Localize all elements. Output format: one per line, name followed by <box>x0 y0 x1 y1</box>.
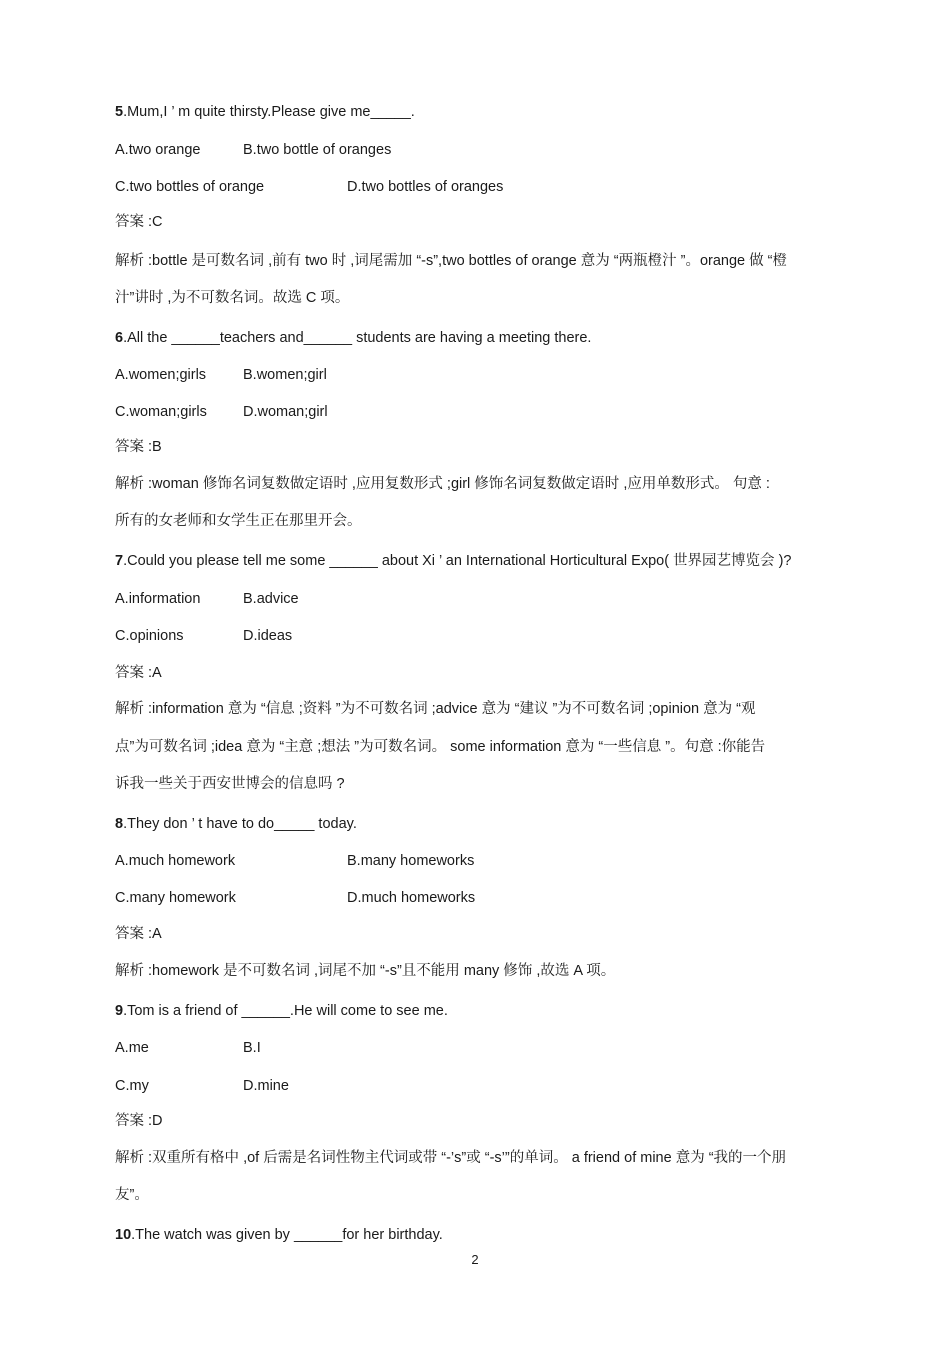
question-5-stem <box>115 103 415 121</box>
explanation-line: 汁”讲时 ,为不可数名词。故选 C 项。 <box>115 290 350 306</box>
option-d: D.two bottles of oranges <box>347 179 504 195</box>
question-number: 7 <box>115 553 124 569</box>
answer: 答案 :C <box>115 214 163 230</box>
option-a: A.information <box>115 591 201 607</box>
explanation-line: 所有的女老师和女学生正在那里开会。 <box>115 513 362 529</box>
option-a: A.two orange <box>115 142 201 158</box>
option-b: B.women;girl <box>243 367 327 383</box>
question-number: 8 <box>115 816 124 832</box>
explanation-line: 解析 :information 意为 “信息 ;资料 ”为不可数名词 ;advice 意为 “建议 ”为不可数名词 ;opinion 意为 “观 <box>115 701 756 717</box>
question-text: .All the ______teachers and______ students are having a meeting there. <box>123 330 592 346</box>
option-c: C.two bottles of orange <box>115 179 265 195</box>
explanation-line: 解析 :woman 修饰名词复数做定语时 ,应用复数形式 ;girl 修饰名词复数做定语时 ,应用单数形式。 句意 : <box>115 476 770 492</box>
explanation-line: 友”。 <box>115 1187 149 1203</box>
question-text: .Mum,I ’ m quite thirsty.Please give me_____. <box>123 104 415 120</box>
option-a: A.me <box>115 1040 149 1056</box>
question-6-stem <box>115 329 591 347</box>
option-d: D.much homeworks <box>347 890 476 906</box>
question-number: 9 <box>115 1003 124 1019</box>
option-b: B.many homeworks <box>347 853 475 869</box>
answer: 答案 :A <box>115 926 162 942</box>
option-c: C.many homework <box>115 890 236 906</box>
option-d: D.mine <box>243 1078 289 1094</box>
answer: 答案 :B <box>115 439 162 455</box>
question-7-stem <box>115 552 791 570</box>
option-c: C.woman;girls <box>115 404 207 420</box>
option-b: B.I <box>243 1040 261 1056</box>
explanation-line: 解析 :双重所有格中 ,of 后需是名词性物主代词或带 “-’s”或 “-s’”的单词。 a friend of mine 意为 “我的一个朋 <box>115 1150 787 1166</box>
explanation-line: 诉我一些关于西安世博会的信息吗 ? <box>115 776 345 792</box>
question-8-stem <box>115 815 357 833</box>
option-d: D.ideas <box>243 628 293 644</box>
explanation-line: 点”为可数名词 ;idea 意为 “主意 ;想法 ”为可数名词。 some information 意为 “一些信息 ”。句意 :你能告 <box>115 739 766 755</box>
question-text: .Tom is a friend of ______.He will come to see me. <box>123 1003 448 1019</box>
option-a: A.much homework <box>115 853 236 869</box>
option-b: B.advice <box>243 591 299 607</box>
question-text: .The watch was given by ______for her birthday. <box>131 1227 443 1243</box>
explanation-line: 解析 :bottle 是可数名词 ,前有 two 时 ,词尾需加 “-s”,two bottles of orange 意为 “两瓶橙汁 ”。orange 做 “橙 <box>115 253 787 269</box>
page-number: 2 <box>471 1252 479 1267</box>
option-d: D.woman;girl <box>243 404 328 420</box>
question-number: 5 <box>115 104 124 120</box>
explanation-line: 解析 :homework 是不可数名词 ,词尾不加 “-s”且不能用 many 修饰 ,故选 A 项。 <box>115 963 616 979</box>
question-text: .They don ’ t have to do_____ today. <box>123 816 357 832</box>
option-c: C.opinions <box>115 628 184 644</box>
answer: 答案 :D <box>115 1113 163 1129</box>
question-10-stem <box>115 1226 443 1244</box>
answer: 答案 :A <box>115 665 162 681</box>
option-a: A.women;girls <box>115 367 207 383</box>
option-b: B.two bottle of oranges <box>243 142 392 158</box>
question-number: 6 <box>115 330 124 346</box>
question-number: 10 <box>115 1227 132 1243</box>
option-c: C.my <box>115 1078 149 1094</box>
question-9-stem <box>115 1002 448 1020</box>
question-text: .Could you please tell me some ______ about Xi ’ an International Horticultural Expo( 世界园艺博览会 )? <box>123 553 792 569</box>
